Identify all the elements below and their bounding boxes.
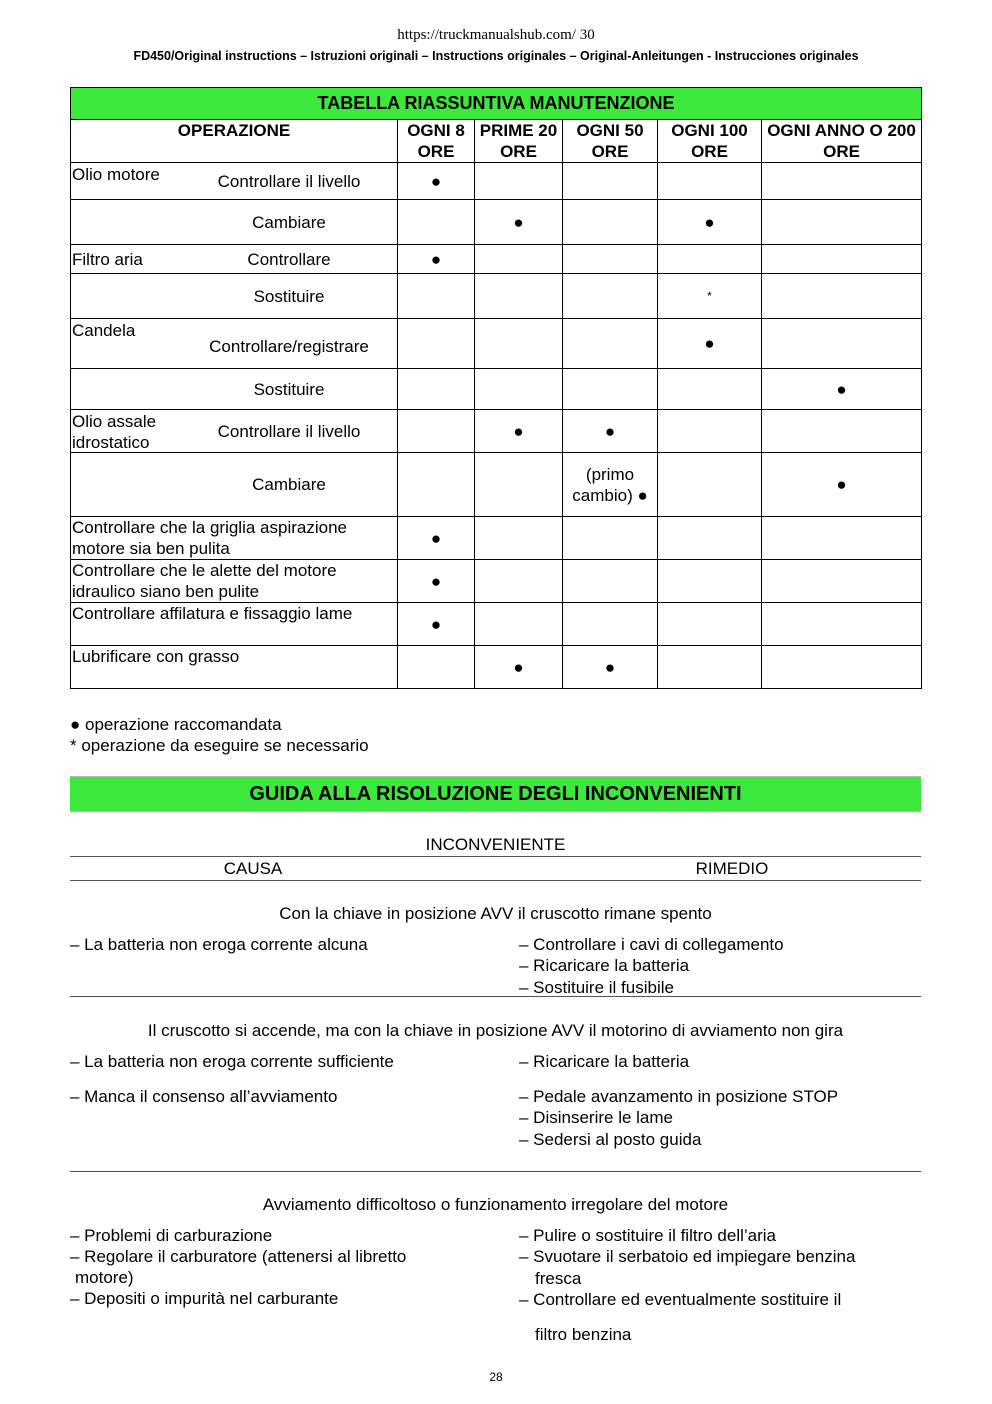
remedy-item: – Sedersi al posto guida (519, 1129, 702, 1149)
interval-mark: ● (398, 603, 475, 646)
cause-item: – Problemi di carburazione (70, 1226, 273, 1245)
interval-mark (563, 603, 658, 646)
cause-item: – Manca il consenso all’avviamento (70, 1087, 338, 1106)
table-row (71, 603, 922, 646)
cause-item: motore) (75, 1268, 134, 1287)
remedy-list (519, 1225, 919, 1345)
action-label: Sostituire (253, 379, 325, 399)
interval-mark: ● (475, 410, 563, 453)
interval-mark (762, 245, 922, 274)
table-row (71, 646, 922, 689)
interval-mark (475, 369, 563, 410)
table-row (71, 410, 922, 453)
interval-mark (563, 369, 658, 410)
interval-mark (762, 319, 922, 369)
interval-mark (658, 560, 762, 603)
interval-mark: (primo cambio) ● (563, 453, 658, 517)
interval-mark: ● (563, 646, 658, 689)
maintenance-table-title: TABELLA RIASSUNTIVA MANUTENZIONE (71, 88, 922, 120)
interval-mark (398, 369, 475, 410)
action-label: Controllare (247, 249, 331, 269)
interval-mark (398, 646, 475, 689)
interval-mark (475, 453, 563, 517)
cause-item: – Regolare il carburatore (attenersi al libretto (70, 1247, 407, 1266)
cause-list (70, 1051, 460, 1072)
interval-mark (762, 410, 922, 453)
table-row (71, 163, 922, 200)
column-header-operazione: OPERAZIONE (71, 120, 398, 163)
interval-mark: ● (475, 646, 563, 689)
troubleshooting-title: GUIDA ALLA RISOLUZIONE DEGLI INCONVENIENTI (70, 776, 921, 812)
issue-title: Con la chiave in posizione AVV il cruscotto rimane spento (279, 904, 712, 923)
interval-mark (762, 646, 922, 689)
interval-mark (563, 200, 658, 245)
interval-mark (398, 200, 475, 245)
divider (70, 1171, 921, 1172)
divider (70, 996, 921, 997)
interval-mark: * (658, 274, 762, 319)
interval-mark (658, 245, 762, 274)
interval-mark (398, 319, 475, 369)
cause-list (70, 934, 460, 955)
interval-mark: ● (658, 319, 762, 369)
table-row (71, 319, 922, 369)
interval-mark (563, 163, 658, 200)
subject-label: Olio motore (72, 165, 160, 184)
interval-mark (658, 603, 762, 646)
column-header-ogni-50-ore: OGNI 50 ORE (563, 120, 658, 163)
page-number: 28 (489, 1370, 503, 1384)
cause-item: – La batteria non eroga corrente alcuna (70, 935, 368, 954)
interval-mark (658, 369, 762, 410)
column-header-ogni-anno-200-ore: OGNI ANNO O 200 ORE (762, 120, 922, 163)
operation-cell (71, 200, 398, 245)
remedy-item: – Svuotare il serbatoio ed impiegare benzina (519, 1247, 856, 1267)
operation-cell (71, 245, 398, 274)
interval-mark: ● (658, 200, 762, 245)
operation-cell (71, 274, 398, 319)
table-row (71, 369, 922, 410)
remedy-list (519, 1086, 919, 1150)
interval-mark: ● (762, 453, 922, 517)
interval-mark (762, 603, 922, 646)
interval-mark: ● (398, 245, 475, 274)
column-header-ogni-100-ore: OGNI 100 ORE (658, 120, 762, 163)
interval-mark (658, 646, 762, 689)
issue-title: Il cruscotto si accende, ma con la chiave in posizione AVV il motorino di avviamento non gira (147, 1021, 844, 1040)
cause-item: – Depositi o impurità nel carburante (70, 1289, 339, 1308)
operation-cell (71, 163, 398, 200)
header-causa: CAUSA (223, 859, 283, 878)
interval-mark (475, 517, 563, 560)
operation-cell (71, 453, 398, 517)
remedy-item: – Pedale avanzamento in posizione STOP (519, 1087, 839, 1106)
remedy-list (519, 934, 919, 998)
interval-mark (762, 163, 922, 200)
action-label: Controllare/registrare (209, 337, 369, 356)
interval-mark (762, 200, 922, 245)
column-header-prime-20-ore: PRIME 20 ORE (475, 120, 563, 163)
remedy-item: – Controllare ed eventualmente sostituire il (519, 1289, 842, 1309)
issue-title: Avviamento difficoltoso o funzionamento irregolare del motore (262, 1195, 729, 1214)
interval-mark: ● (398, 517, 475, 560)
legend-if-necessary: * operazione da eseguire se necessario (70, 736, 369, 755)
interval-mark (762, 560, 922, 603)
table-row (71, 560, 922, 603)
subject-label: Filtro aria (72, 250, 143, 269)
remedy-item: – Ricaricare la batteria (519, 1052, 690, 1071)
divider (70, 856, 921, 857)
interval-mark (658, 453, 762, 517)
operation-cell: Controllare che le alette del motore idraulico siano ben pulite (71, 560, 398, 603)
action-label: Controllare il livello (217, 171, 361, 191)
interval-mark: ● (475, 200, 563, 245)
remedy-item: – Ricaricare la batteria (519, 956, 690, 976)
remedy-item: fresca (535, 1268, 582, 1288)
interval-mark (475, 274, 563, 319)
interval-mark (475, 319, 563, 369)
action-label: Sostituire (253, 286, 325, 306)
interval-mark (475, 560, 563, 603)
table-row (71, 453, 922, 517)
cause-list (70, 1225, 460, 1309)
divider (70, 880, 921, 881)
interval-mark: ● (762, 369, 922, 410)
operation-cell: Lubrificare con grasso (71, 646, 398, 689)
interval-mark (658, 517, 762, 560)
operation-cell (71, 369, 398, 410)
remedy-item: – Sostituire il fusibile (519, 977, 674, 997)
source-url: https://truckmanualshub.com/ 30 (397, 27, 595, 43)
remedy-list (519, 1051, 919, 1072)
subject-label: Candela (72, 321, 136, 340)
action-label: Cambiare (252, 475, 326, 494)
interval-mark (398, 274, 475, 319)
operation-cell: Controllare affilatura e fissaggio lame (71, 603, 398, 646)
column-header-ogni-8-ore: OGNI 8 ORE (398, 120, 475, 163)
interval-mark (398, 453, 475, 517)
maintenance-table (70, 87, 922, 689)
action-label: Cambiare (252, 212, 326, 232)
action-label: Controllare il livello (217, 421, 361, 441)
interval-mark (762, 517, 922, 560)
remedy-item: – Disinserire le lame (519, 1108, 673, 1128)
table-row (71, 200, 922, 245)
remedy-item: – Controllare i cavi di collegamento (519, 935, 784, 954)
interval-mark (658, 163, 762, 200)
table-row (71, 517, 922, 560)
operation-cell (71, 319, 398, 369)
interval-mark (475, 245, 563, 274)
remedy-item: filtro benzina (535, 1325, 632, 1345)
interval-mark: ● (563, 410, 658, 453)
subject-label: Olio assale idrostatico (72, 412, 157, 452)
header-rimedio: RIMEDIO (695, 859, 769, 878)
operation-cell (71, 410, 398, 453)
interval-mark (475, 163, 563, 200)
interval-mark (658, 410, 762, 453)
interval-mark (762, 274, 922, 319)
interval-mark: ● (398, 163, 475, 200)
document-title: FD450/Original instructions – Istruzioni originali – Instructions originales – Original-Anleitungen - Instrucciones originales (133, 49, 859, 63)
table-row (71, 274, 922, 319)
interval-mark (563, 245, 658, 274)
legend-recommended: ● operazione raccomandata (70, 715, 282, 734)
interval-mark (563, 560, 658, 603)
interval-mark (563, 274, 658, 319)
table-row (71, 245, 922, 274)
cause-item: – La batteria non eroga corrente sufficiente (70, 1052, 394, 1071)
operation-cell: Controllare che la griglia aspirazione motore sia ben pulita (71, 517, 398, 560)
interval-mark (563, 517, 658, 560)
header-inconveniente: INCONVENIENTE (425, 835, 566, 854)
interval-mark (475, 603, 563, 646)
interval-mark: ● (398, 560, 475, 603)
remedy-item: – Pulire o sostituire il filtro dell’aria (519, 1226, 776, 1245)
cause-list (70, 1086, 460, 1107)
interval-mark (563, 319, 658, 369)
interval-mark (398, 410, 475, 453)
